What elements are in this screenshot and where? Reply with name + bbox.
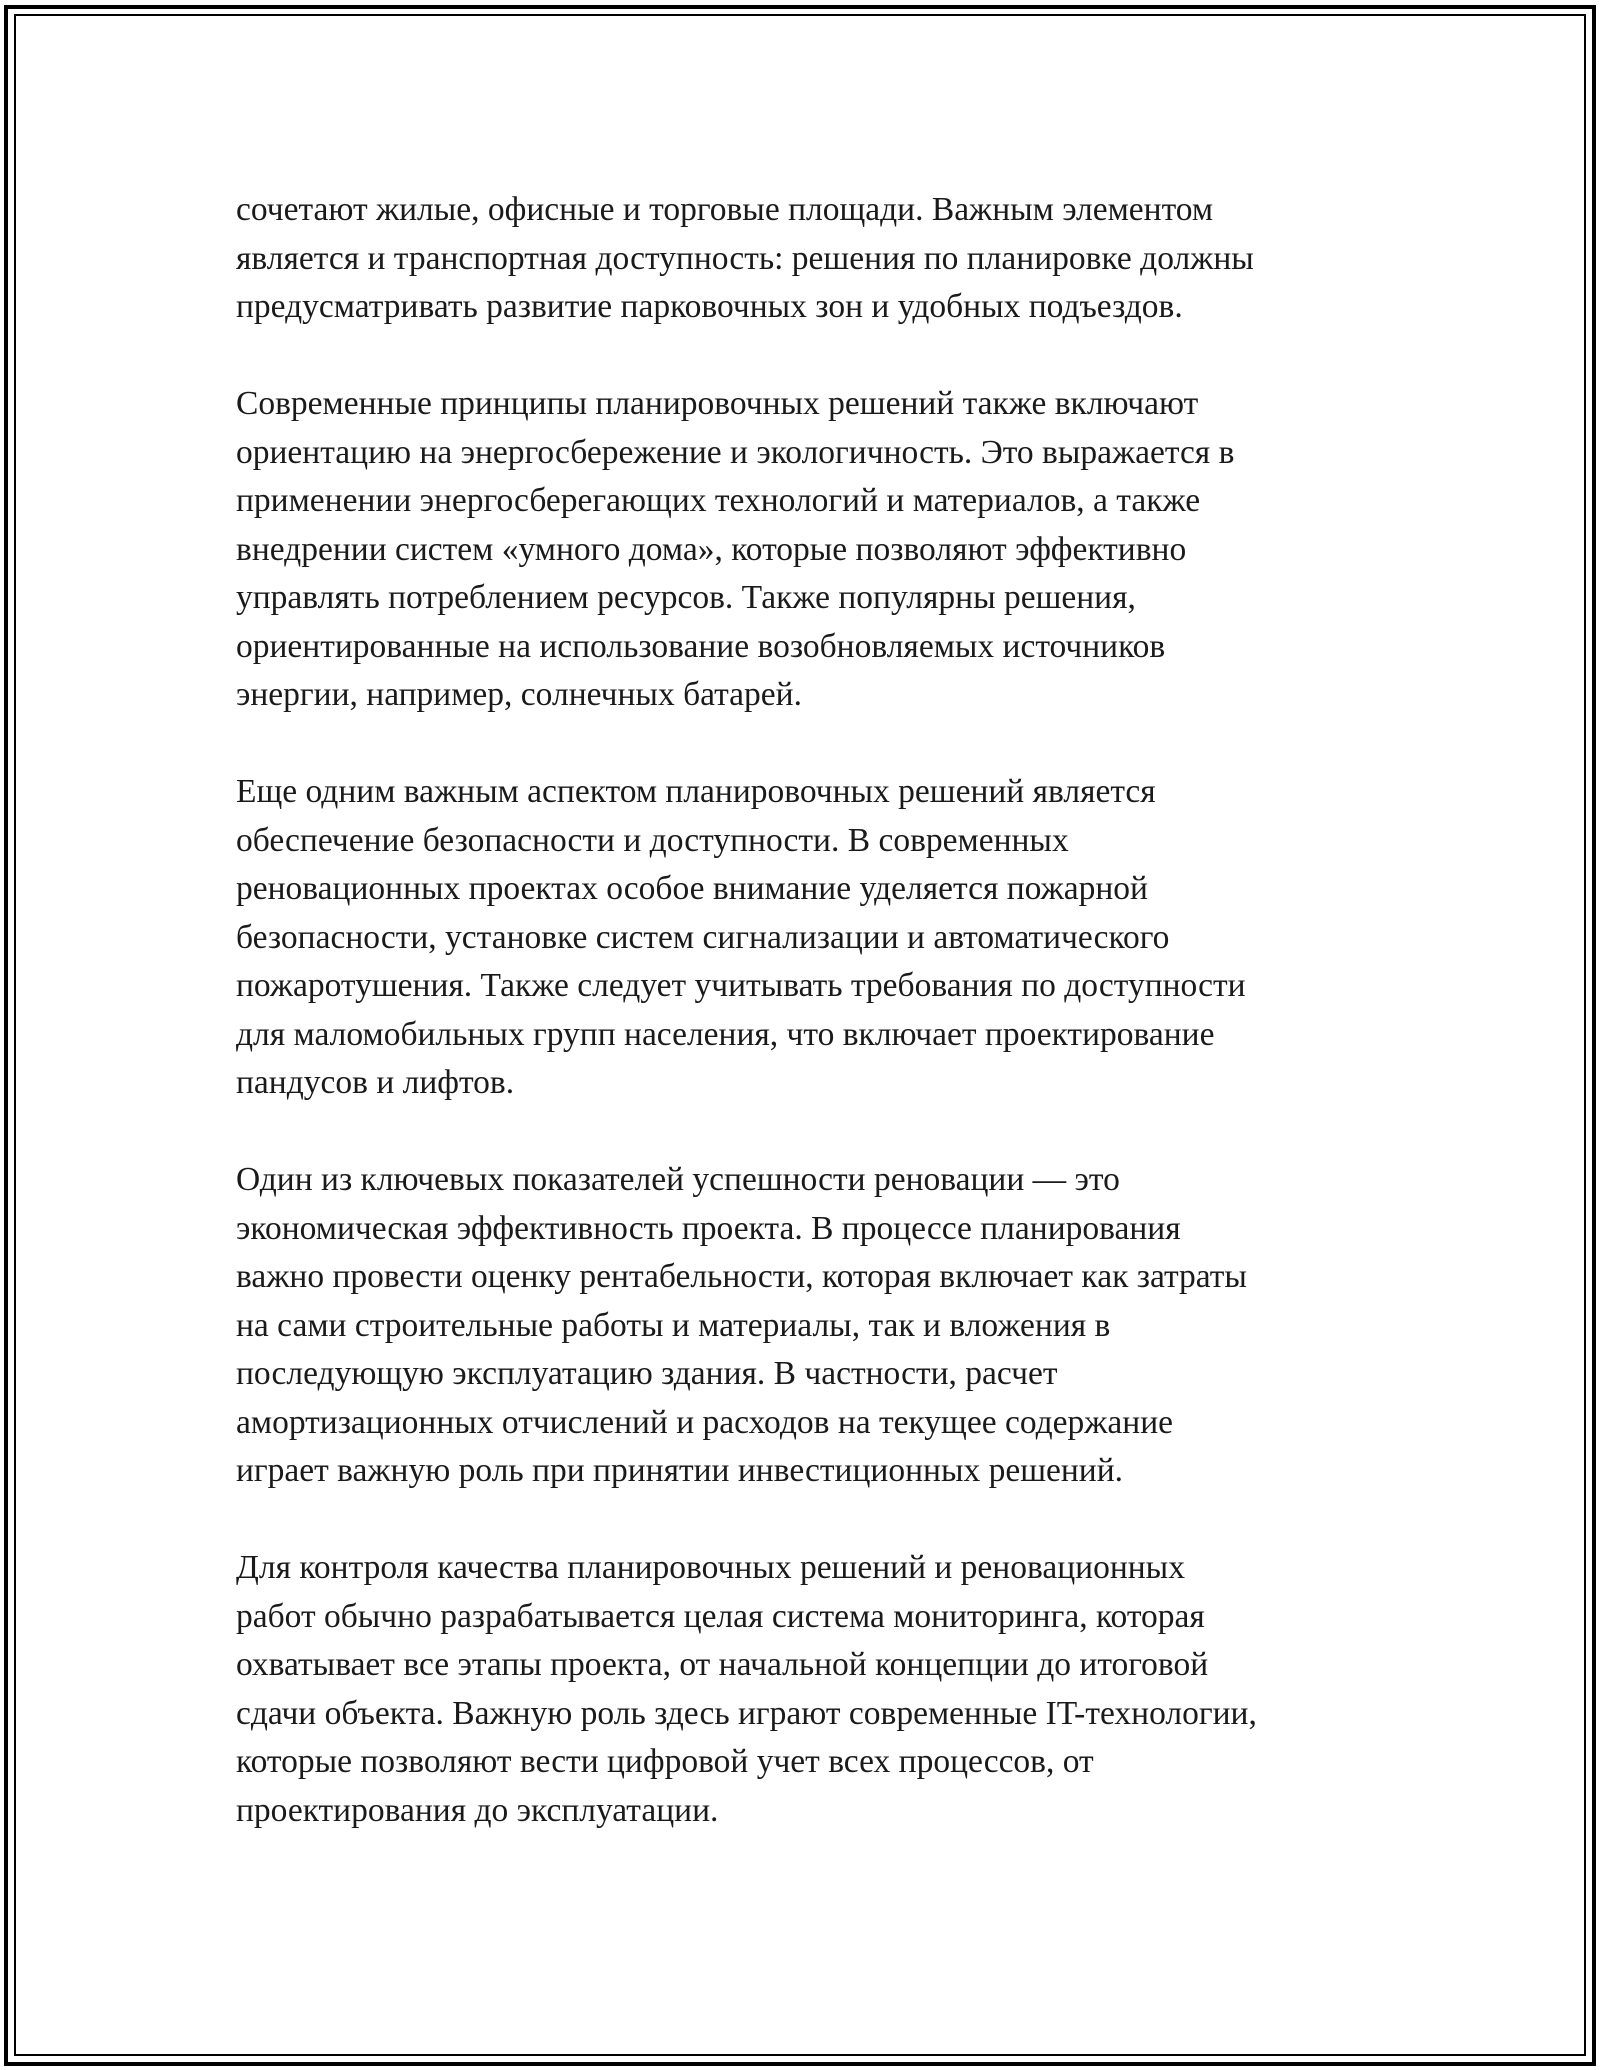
paragraph-5 [236,1544,1376,1835]
text-line: реновационных проектах особое внимание уделяется пожарной [236,870,1148,907]
paragraph-1 [236,186,1376,332]
text-line: проектирования до эксплуатации. [236,1791,719,1829]
paragraph-3 [236,768,1376,1108]
text-line: предусматривать развитие парковочных зон и удобных подъездов. [236,288,1183,325]
document-body [236,186,1376,1835]
text-line: для маломобильных групп населения, что включает проектирование [236,1015,1215,1053]
text-line: управлять потреблением ресурсов. Также популярны решения, [236,579,1136,616]
text-line: Современные принципы планировочных решений также включают [236,385,1199,422]
text-line: играет важную роль при принятии инвестиционных решений. [236,1452,1124,1489]
paragraph-2 [236,380,1376,720]
text-line: пандусов и лифтов. [236,1064,515,1101]
text-line: сочетают жилые, офисные и торговые площади. Важным элементом [236,191,1214,228]
text-line: сдачи объекта. Важную роль здесь играют современные IT-технологии, [236,1694,1257,1732]
text-line: пожаротушения. Также следует учитывать требования по доступности [236,967,1246,1004]
text-line: амортизационных отчислений и расходов на текущее содержание [236,1403,1174,1441]
text-line: безопасности, установке систем сигнализации и автоматического [236,918,1170,956]
text-line: энергии, например, солнечных батарей. [236,676,802,713]
text-line: последующую эксплуатацию здания. В частности, расчет [236,1355,1058,1392]
text-line: ориентированные на использование возобновляемых источников [236,627,1166,665]
text-line: обеспечение безопасности и доступности. В современных [236,821,1069,859]
text-line: работ обычно разрабатывается целая система мониторинга, которая [236,1597,1205,1635]
text-line: Для контроля качества планировочных решений и реновационных [236,1549,1185,1586]
text-line: экономическая эффективность проекта. В процессе планирования [236,1209,1181,1247]
paragraph-4 [236,1156,1376,1496]
text-line: охватывает все этапы проекта, от начальной концепции до итоговой [236,1646,1209,1683]
text-line: которые позволяют вести цифровой учет всех процессов, от [236,1743,1094,1780]
text-line: Еще одним важным аспектом планировочных решений является [236,773,1156,810]
text-line: внедрении систем «умного дома», которые позволяют эффективно [236,530,1187,568]
text-line: ориентацию на энергосбережение и экологичность. Это выражается в [236,433,1235,471]
text-line: применении энергосберегающих технологий и материалов, а также [236,482,1201,519]
text-line: является и транспортная доступность: решения по планировке должны [236,239,1254,277]
text-line: важно провести оценку рентабельности, которая включает как затраты [236,1258,1247,1295]
text-line: на сами строительные работы и материалы, так и вложения в [236,1306,1111,1344]
text-line: Один из ключевых показателей успешности реновации — это [236,1161,1120,1198]
